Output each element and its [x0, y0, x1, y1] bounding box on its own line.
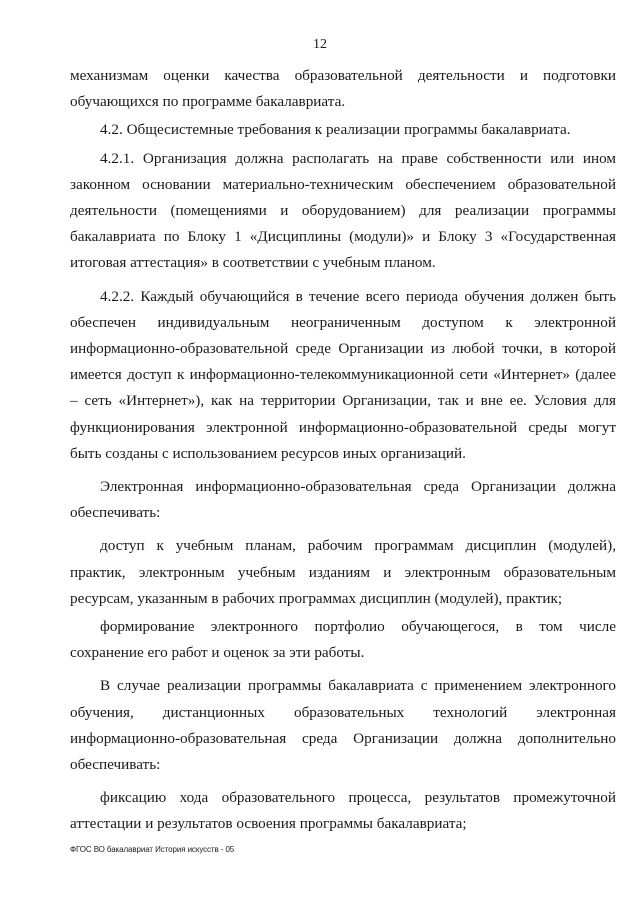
page-number: 12: [313, 37, 327, 52]
paragraph-distance-learning: В случае реализации программы бакалавриата с применением электронного обучения, дистанционных образовательных технологий электронная информационно-образовательная среда Организации должна дополнительно обеспечивать:: [70, 677, 616, 774]
paragraph-fixation: фиксацию хода образовательного процесса, результатов промежуточной аттестации и результатов освоения программы бакалавриата;: [70, 789, 616, 833]
paragraph-section-4-2-1: 4.2.1. Организация должна располагать на праве собственности или ином законном основании материально-техническим обеспечением образовательной деятельности (помещениями и оборудованием) для реализации программы бакалавриата по Блоку 1 «Дисциплины (модули)» и Блоку 3 «Государственная итоговая аттестация» в соответствии с учебным планом.: [70, 149, 616, 272]
document-footer: ФГОС ВО бакалавриат История искусств - 05: [70, 845, 235, 854]
document-body: [70, 63, 616, 838]
paragraph-portfolio: формирование электронного портфолио обучающегося, в том числе сохранение его работ и оценок за эти работы.: [70, 618, 616, 662]
paragraph-continuation: механизмам оценки качества образовательной деятельности и подготовки обучающихся по программе бакалавриата.: [70, 67, 616, 111]
paragraph-section-4-2: 4.2. Общесистемные требования к реализации программы бакалавриата.: [100, 121, 571, 139]
paragraph-eios-requirements: Электронная информационно-образовательная среда Организации должна обеспечивать:: [70, 478, 616, 522]
paragraph-access-plans: доступ к учебным планам, рабочим программам дисциплин (модулей), практик, электронным учебным изданиям и электронным образовательным ресурсам, указанным в рабочих программах дисциплин (модулей), практик;: [70, 537, 616, 607]
paragraph-section-4-2-2: 4.2.2. Каждый обучающийся в течение всего периода обучения должен быть обеспечен индивидуальным неограниченным доступом к электронной информационно-образовательной среде Организации из любой точки, в которой имеется доступ к информационно-телекоммуникационной сети «Интернет» (далее – сеть «Интернет»), как на территории Организации, так и вне ее. Условия для функционирования электронной информационно-образовательной среды могут быть созданы с использованием ресурсов иных организаций.: [70, 287, 616, 462]
